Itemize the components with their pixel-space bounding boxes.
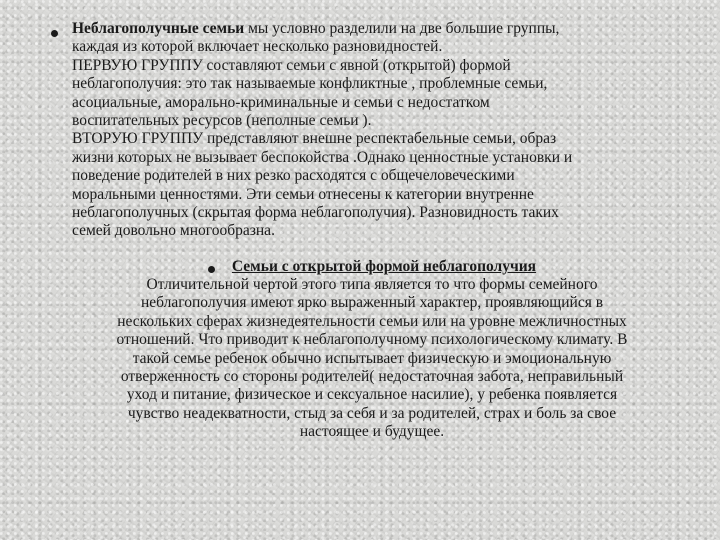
text-line: неблагополучия: это так называемые конфликтные , проблемные семьи, (72, 75, 548, 93)
section-heading-row (208, 258, 536, 276)
text-line-rest: мы условно разделили на две большие группы, (244, 20, 560, 37)
lead-term: Неблагополучные семьи (72, 20, 245, 37)
text-line: настоящее и будущее. (299, 423, 445, 441)
bullet-icon (51, 30, 58, 37)
section-families-groups-text (72, 20, 668, 241)
text-line: жизни которых не вызывает беспокойства .Однако ценностные установки и (72, 148, 573, 166)
text-line: асоциальные, аморально-криминальные и семьи с недостатком (72, 93, 490, 111)
text-line: чувство неадекватности, стыд за себя и за родителей, страх и боль за свое (127, 404, 617, 422)
text-line: семей довольно многообразна. (72, 222, 275, 240)
text-line: ПЕРВУЮ ГРУППУ составляют семьи с явной (открытой) формой (72, 56, 511, 74)
text-line: неблагополучных (скрытая форма неблагополучия). Разновидность таких (72, 204, 559, 222)
text-line: отверженность со стороны родителей( недостаточная забота, неправильный (120, 368, 624, 386)
text-line (72, 20, 668, 38)
text-line: Отличительной чертой этого типа является то что формы семейного (146, 276, 598, 293)
text-line: нескольких сферах жизнедеятельности семьи или на уровне межличностных (117, 312, 627, 330)
text-line: воспитательных ресурсов (неполные семьи ). (72, 112, 372, 130)
text-line: неблагополучия имеют ярко выраженный характер, проявляющийся в (140, 294, 604, 312)
text-line: отношений. Что приводит к неблагополучному психологическому климату. В (116, 331, 628, 349)
text-line: ВТОРУЮ ГРУППУ представляют внешне респектабельные семьи, образ (72, 130, 557, 148)
section-families-groups (48, 20, 668, 241)
section-heading: Семьи с открытой формой неблагополучия (231, 258, 537, 275)
section-open-form-text (62, 276, 682, 442)
text-line: такой семье ребенок обычно испытывает физическую и эмоциональную (132, 349, 612, 367)
section-open-form (62, 258, 682, 442)
bullet-icon (208, 266, 215, 273)
text-line: моральными ценностями. Эти семьи отнесены к категории внутренне (72, 185, 534, 203)
text-line: каждая из которой включает несколько разновидностей. (72, 38, 443, 56)
text-line: поведение родителей в них резко расходятся с общечеловеческими (72, 167, 515, 185)
text-line: уход и питание, физическое и сексуальное насилие), у ребенка появляется (126, 386, 618, 404)
